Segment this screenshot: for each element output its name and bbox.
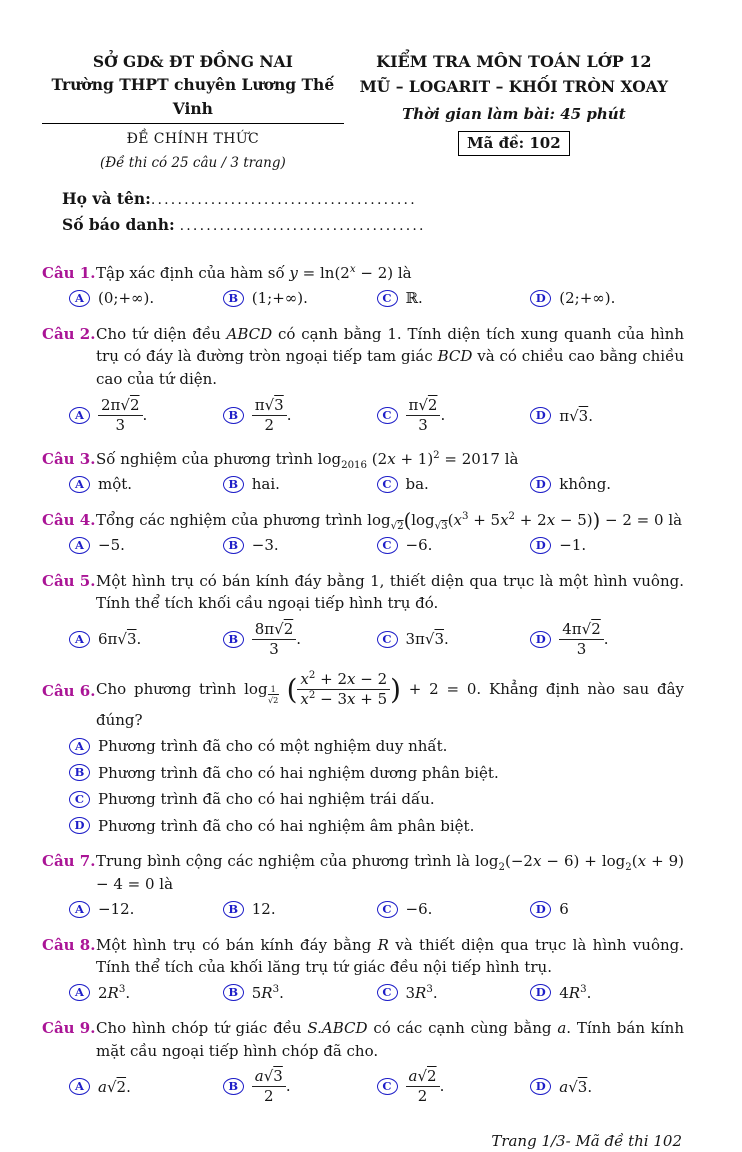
option-b — [223, 982, 377, 1005]
question-text: Một hình trụ có bán kính đáy bằng R và thiết diện qua trục là hình vuông. Tính thể tích của khối lăng trụ tứ giác đều nội tiếp hình trụ. — [96, 934, 684, 979]
question-number: Câu 8. — [42, 934, 95, 957]
option-letter-badge: A — [69, 631, 90, 648]
question-number: Câu 4. — [42, 509, 95, 532]
option-letter-badge: D — [530, 901, 551, 918]
question-number: Câu 9. — [42, 1017, 95, 1040]
question-2 — [42, 323, 684, 435]
option-d — [530, 534, 684, 557]
option-text: a√2. — [98, 1076, 131, 1099]
option-d — [530, 405, 684, 428]
option-letter-badge: B — [69, 764, 90, 781]
option-letter-badge: C — [377, 407, 398, 424]
option-b — [223, 534, 377, 557]
option-letter-badge: A — [69, 738, 90, 755]
school-block — [42, 50, 344, 173]
student-id-label: Số báo danh: — [62, 215, 175, 234]
option-text: $\frac{\pi√2}{3}$ . — [406, 397, 446, 435]
exam-code-box: Mã đề: 102 — [458, 131, 570, 157]
option-text: $5R^3$. — [252, 982, 284, 1005]
option-b — [223, 898, 377, 921]
option-text: 6 — [559, 898, 569, 921]
option-text: $\frac{a√3}{2}$ . — [252, 1068, 291, 1106]
option-text: ba. — [406, 473, 429, 496]
option-a — [69, 473, 223, 496]
question-text: Trung bình cộng các nghiệm của phương trình là $\log_2(-2x - 6) + \log_2(x + 9) - 4 = 0$ là — [96, 850, 684, 895]
question-8 — [42, 934, 684, 1005]
option-text: $\frac{\pi√3}{2}$ . — [252, 397, 292, 435]
question-text: Cho hình chóp tứ giác đều S.ABCD có các cạnh cùng bằng a. Tính bán kính mặt cầu ngoại tiếp hình chóp đã cho. — [96, 1017, 684, 1062]
option-c — [377, 1068, 531, 1106]
option-letter-badge: D — [69, 817, 90, 834]
option-letter-badge: D — [530, 631, 551, 648]
option-letter-badge: B — [223, 1078, 244, 1095]
option-text: một. — [98, 473, 132, 496]
option-letter-badge: B — [223, 631, 244, 648]
option-text: −1. — [559, 534, 586, 557]
option-d — [530, 473, 684, 496]
option-letter-badge: B — [223, 290, 244, 307]
option-letter-badge: C — [377, 631, 398, 648]
option-a — [69, 628, 223, 651]
option-c — [377, 628, 531, 651]
school-name: Trường THPT chuyên Lương Thế Vinh — [42, 73, 344, 124]
option-text: $\frac{4\pi√2}{3}$ . — [559, 621, 608, 659]
option-b — [223, 621, 377, 659]
question-number: Câu 2. — [42, 323, 95, 346]
option-letter-badge: C — [377, 984, 398, 1001]
option-c — [377, 287, 531, 310]
option-text: Phương trình đã cho có hai nghiệm trái dấu. — [98, 788, 435, 811]
student-name-row — [62, 187, 684, 211]
student-id-row — [62, 213, 684, 237]
options-list — [69, 735, 684, 837]
option-text: $\frac{2\pi√2}{3}$ . — [98, 397, 147, 435]
question-4 — [42, 509, 684, 557]
question-5 — [42, 570, 684, 659]
option-d — [530, 287, 684, 310]
question-text: Cho phương trình log $_{\frac{1}{√2}}$ ( $\frac{x^2 + 2x - 2}{x^2 - 3x + 5}$ ) + 2 = 0. Khẳng định nào sau đây đúng? — [96, 671, 684, 731]
options-row — [69, 287, 684, 310]
exam-subtitle: MŨ – LOGARIT – KHỐI TRÒN XOAY — [344, 75, 684, 98]
option-c — [377, 397, 531, 435]
option-letter-badge: B — [223, 407, 244, 424]
option-text: Phương trình đã cho có hai nghiệm âm phân biệt. — [98, 815, 474, 838]
exam-note: (Đề thi có 25 câu / 3 trang) — [42, 153, 344, 173]
options-row — [69, 397, 684, 435]
option-letter-badge: B — [223, 537, 244, 554]
question-text: Tổng các nghiệm của phương trình $\log_{√2}(\log_{√3}(x^3 + 5x^2 + 2x - 5)) - 2 = 0$ là — [96, 509, 684, 532]
option-letter-badge: C — [377, 1078, 398, 1095]
student-name-dots: ........................................ — [151, 192, 417, 208]
student-name-label: Họ và tên: — [62, 189, 151, 208]
option-text: (2;+∞). — [559, 287, 615, 310]
option-letter-badge: C — [377, 476, 398, 493]
question-3 — [42, 448, 684, 496]
option-a — [69, 1076, 223, 1099]
question-list — [42, 262, 684, 1106]
option-text: −12. — [98, 898, 134, 921]
option-letter-badge: D — [530, 407, 551, 424]
question-number: Câu 6. — [42, 680, 95, 703]
option-letter-badge: C — [377, 290, 398, 307]
option-text: hai. — [252, 473, 280, 496]
option-letter-badge: A — [69, 407, 90, 424]
option-d — [530, 1076, 684, 1099]
options-row — [69, 473, 684, 496]
option-text: −6. — [406, 898, 433, 921]
exam-duration: Thời gian làm bài: 45 phút — [344, 103, 684, 126]
option-c — [377, 982, 531, 1005]
option-letter-badge: B — [223, 984, 244, 1001]
option-letter-badge: C — [377, 537, 398, 554]
option-text: 3π√3. — [406, 628, 449, 651]
question-number: Câu 5. — [42, 570, 95, 593]
question-number: Câu 1. — [42, 262, 95, 285]
department-name: SỞ GD& ĐT ĐỒNG NAI — [42, 50, 344, 73]
option-d — [69, 815, 684, 838]
option-text: $\frac{a√2}{2}$ . — [406, 1068, 445, 1106]
question-text: Tập xác định của hàm số $y = \ln(2^x - 2)$ là — [96, 262, 684, 285]
option-letter-badge: D — [530, 476, 551, 493]
option-text: Phương trình đã cho có hai nghiệm dương phân biệt. — [98, 762, 499, 785]
options-row — [69, 898, 684, 921]
option-d — [530, 982, 684, 1005]
option-c — [69, 788, 684, 811]
question-text: Số nghiệm của phương trình $\log_{2016} (2x + 1)^2 = 2017$ là — [96, 448, 684, 471]
option-a — [69, 534, 223, 557]
question-7 — [42, 850, 684, 921]
question-number: Câu 3. — [42, 448, 95, 471]
option-b — [223, 287, 377, 310]
options-row — [69, 621, 684, 659]
exam-info-block — [344, 50, 684, 173]
option-text: −5. — [98, 534, 125, 557]
option-a — [69, 735, 684, 758]
option-text: 6π√3. — [98, 628, 141, 651]
option-a — [69, 898, 223, 921]
option-letter-badge: D — [530, 537, 551, 554]
footer-page-info: Trang 1/3- Mã đề thi 102 — [42, 1130, 684, 1152]
option-a — [69, 287, 223, 310]
option-text: $\frac{8\pi√2}{3}$ . — [252, 621, 301, 659]
option-text: π√3. — [559, 405, 593, 428]
options-row — [69, 534, 684, 557]
question-1 — [42, 262, 684, 310]
option-text: $4R^3$. — [559, 982, 591, 1005]
option-text: −3. — [252, 534, 279, 557]
question-text: Cho tứ diện đều ABCD có cạnh bằng 1. Tính diện tích xung quanh của hình trụ có đáy là đường tròn ngoại tiếp tam giác BCD và có chiều cao bằng chiều cao của tứ diện. — [96, 323, 684, 391]
option-letter-badge: A — [69, 537, 90, 554]
option-text: −6. — [406, 534, 433, 557]
option-text: (1;+∞). — [252, 287, 308, 310]
official-exam-label: ĐỀ CHÍNH THỨC — [42, 129, 344, 150]
option-d — [530, 898, 684, 921]
option-letter-badge: A — [69, 1078, 90, 1095]
option-letter-badge: B — [223, 901, 244, 918]
option-text: ℝ. — [406, 287, 423, 310]
option-c — [377, 534, 531, 557]
option-letter-badge: D — [530, 290, 551, 307]
exam-header — [42, 50, 684, 173]
option-text: (0;+∞). — [98, 287, 154, 310]
question-text: Một hình trụ có bán kính đáy bằng 1, thiết diện qua trục là một hình vuông. Tính thể tích khối cầu ngoại tiếp hình trụ đó. — [96, 570, 684, 615]
option-text: 12. — [252, 898, 276, 921]
question-number: Câu 7. — [42, 850, 95, 873]
option-text: Phương trình đã cho có một nghiệm duy nhất. — [98, 735, 447, 758]
option-letter-badge: B — [223, 476, 244, 493]
option-a — [69, 397, 223, 435]
option-letter-badge: A — [69, 476, 90, 493]
option-d — [530, 621, 684, 659]
option-text: không. — [559, 473, 611, 496]
question-6 — [42, 671, 684, 837]
option-letter-badge: A — [69, 901, 90, 918]
option-letter-badge: C — [69, 791, 90, 808]
student-id-dots: ..................................... — [180, 218, 426, 234]
option-text: $2R^3$. — [98, 982, 130, 1005]
option-text: $3R^3$. — [406, 982, 438, 1005]
option-b — [223, 1068, 377, 1106]
option-b — [69, 762, 684, 785]
option-c — [377, 898, 531, 921]
option-c — [377, 473, 531, 496]
exam-title: KIỂM TRA MÔN TOÁN LỚP 12 — [344, 50, 684, 74]
option-letter-badge: C — [377, 901, 398, 918]
question-9 — [42, 1017, 684, 1106]
option-letter-badge: A — [69, 290, 90, 307]
option-a — [69, 982, 223, 1005]
option-letter-badge: A — [69, 984, 90, 1001]
options-row — [69, 1068, 684, 1106]
options-row — [69, 982, 684, 1005]
option-b — [223, 473, 377, 496]
option-letter-badge: D — [530, 984, 551, 1001]
student-info — [62, 187, 684, 238]
option-text: a√3. — [559, 1076, 592, 1099]
option-letter-badge: D — [530, 1078, 551, 1095]
option-b — [223, 397, 377, 435]
